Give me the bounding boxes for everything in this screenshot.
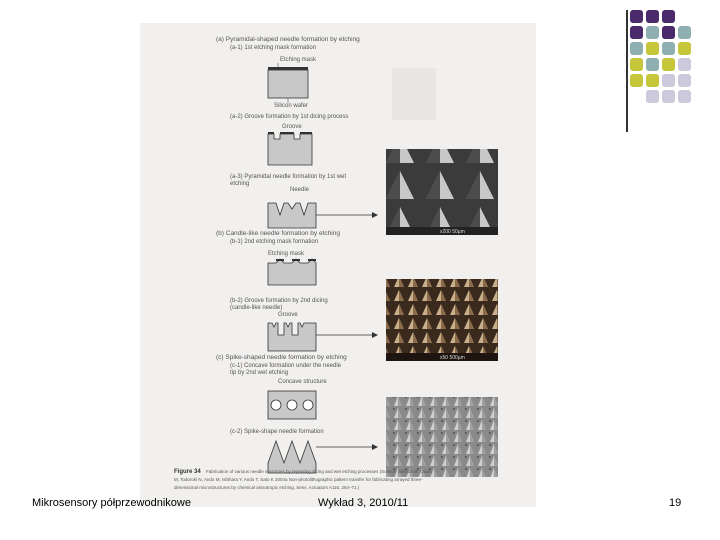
- mask-segment: [268, 132, 274, 134]
- step-c1-line2: tip by 2nd wet etching: [230, 370, 289, 376]
- decor-square: [678, 42, 691, 55]
- caption-line2: M, Todoroki N, Ando M, Ishihara Y, Ando T, Sato K 2004a Non-photolithographic pattern transfer for fabricating arrayed three-: [174, 477, 423, 482]
- arrow-head: [372, 444, 378, 450]
- decor-vertical-line: [626, 10, 628, 132]
- scanned-figure: [140, 23, 536, 507]
- sem-image-spike-needles: [386, 397, 498, 477]
- decor-square: [678, 58, 691, 71]
- caption-line1: Fabrication of various needle structures by repeating dicing and wet etching processes (Source: Shikida M, Ozaki: [206, 469, 432, 474]
- decor-square: [646, 58, 659, 71]
- caption-label: Figure 34: [174, 469, 201, 475]
- mask-segment: [276, 259, 284, 261]
- decor-square: [646, 42, 659, 55]
- wafer-with-mask: [268, 259, 316, 285]
- label-needle: Needle: [290, 187, 310, 193]
- decor-square: [630, 74, 643, 87]
- mask-segment: [280, 132, 294, 134]
- wafer-with-needles: [268, 203, 316, 228]
- decor-square: [678, 90, 691, 103]
- sem1-scale-text: x200 50µm: [440, 229, 465, 235]
- decor-square: [662, 26, 675, 39]
- arrow-head: [372, 332, 378, 338]
- arrow-head: [372, 212, 378, 218]
- step-a1: (a-1) 1st etching mask formation: [230, 45, 317, 51]
- decor-square: [646, 74, 659, 87]
- decor-square: [662, 10, 675, 23]
- heading-a: (a) Pyramidal-shaped needle formation by etching: [216, 36, 360, 43]
- step-a3-line2: etching: [230, 181, 250, 187]
- decor-square: [630, 10, 643, 23]
- silicon-wafer-block: [268, 70, 308, 98]
- heading-c: (c) Spike-shaped needle formation by etching: [216, 354, 347, 361]
- sem-image-candle-needles: [386, 279, 498, 361]
- heading-b: (b) Candle-like needle formation by etching: [216, 230, 340, 237]
- decor-square: [678, 74, 691, 87]
- sem-image-pyramids: [386, 149, 498, 235]
- label-silicon-wafer: Silicon wafer: [274, 103, 309, 109]
- etching-mask-layer: [268, 67, 308, 70]
- step-a2: (a-2) Groove formation by 1st dicing process: [230, 114, 349, 120]
- step-b2-line1: (b-2) Groove formation by 2nd dicing: [230, 298, 328, 304]
- mask-segment: [308, 259, 316, 261]
- step-b2-line2: (candle-like needle): [230, 305, 283, 311]
- decor-square: [662, 42, 675, 55]
- decor-square: [646, 26, 659, 39]
- step-c1-line1: (c-1) Concave formation under the needle: [230, 363, 342, 369]
- mask-segment: [300, 132, 312, 134]
- page-number: 19: [669, 497, 682, 509]
- step-b1: (b-1) 2nd etching mask formation: [230, 239, 319, 245]
- decor-square: [630, 58, 643, 71]
- mask-segment: [292, 259, 300, 261]
- decor-square: [646, 90, 659, 103]
- wafer-with-grooves: [268, 134, 312, 165]
- sem2-scale-text: x50 500µm: [440, 355, 465, 361]
- decor-square: [630, 42, 643, 55]
- wafer-candle-needles: [268, 323, 316, 351]
- label-etching-mask-2: Etching mask: [268, 251, 305, 257]
- decor-square: [646, 10, 659, 23]
- label-groove: Groove: [282, 124, 302, 130]
- footer-course-title: Mikrosensory półprzewodnikowe: [32, 497, 191, 509]
- concave-void: [287, 400, 297, 410]
- decor-square: [662, 58, 675, 71]
- concave-void: [271, 400, 281, 410]
- caption-line3: dimensional microstructures by chemical anisotropic etching, Sens. Actuators A116, 264–71.): [174, 485, 360, 490]
- step-a3-line1: (a-3) Pyramidal needle formation by 1st wet: [230, 174, 347, 180]
- scan-shading: [392, 68, 436, 120]
- decor-square: [678, 26, 691, 39]
- decor-square: [662, 90, 675, 103]
- label-etching-mask: Etching mask: [280, 57, 317, 63]
- label-concave: Concave structure: [278, 379, 327, 385]
- decor-square: [630, 26, 643, 39]
- footer-lecture-info: Wykład 3, 2010/11: [318, 497, 409, 509]
- label-groove-2: Groove: [278, 312, 298, 318]
- step-c2: (c-2) Spike-shape needle formation: [230, 429, 324, 435]
- decor-square: [662, 74, 675, 87]
- concave-void: [303, 400, 313, 410]
